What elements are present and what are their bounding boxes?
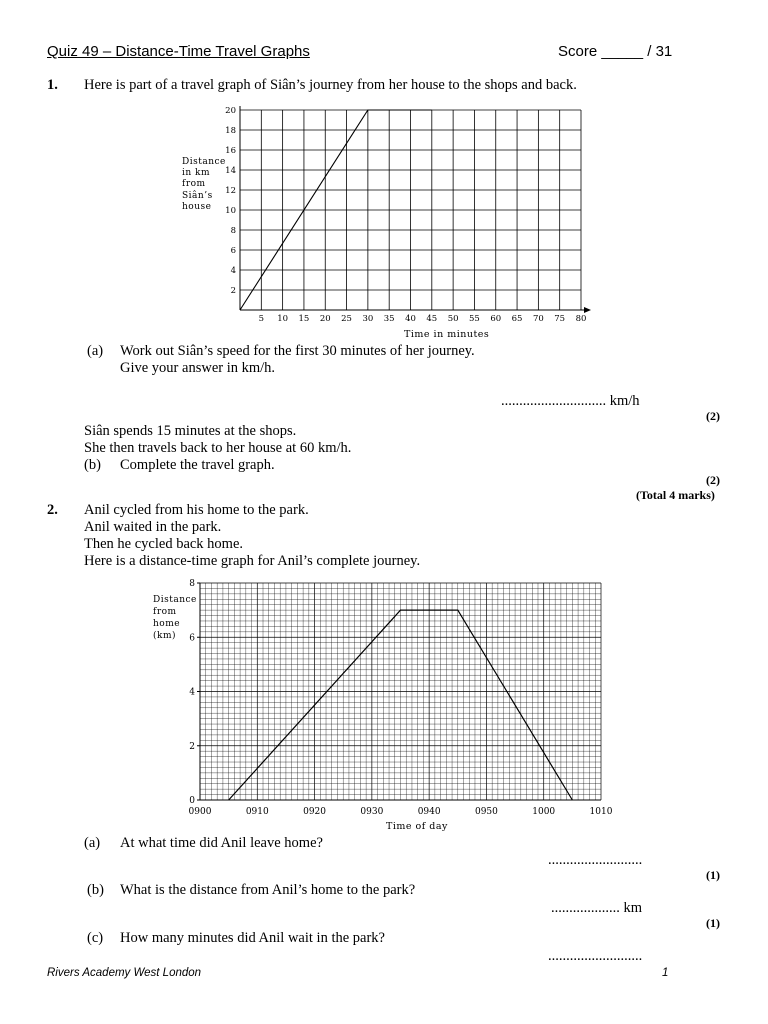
q2b-marks: (1) (706, 916, 720, 930)
q1-total-marks: (Total 4 marks) (636, 488, 715, 502)
chart2-xlabel: Time of day (386, 821, 448, 832)
chart2-ylabel-line: from (153, 607, 177, 617)
q2c-label: (c) (87, 930, 104, 946)
chart1-ylabel-line: from (182, 179, 206, 190)
page-title: Quiz 49 – Distance-Time Travel Graphs (47, 43, 310, 60)
q1a-label: (a) (87, 343, 104, 359)
q1b-text: Complete the travel graph. (120, 457, 275, 473)
chart1-y-tick-label: 14 (225, 166, 236, 176)
footer-page-number: 1 (662, 967, 669, 979)
chart1-xlabel: Time in minutes (404, 329, 490, 340)
chart1-x-tick-label: 55 (469, 314, 480, 324)
q2-line4: Here is a distance-time graph for Anil’s complete journey. (84, 553, 421, 569)
q2a-marks: (1) (706, 868, 720, 882)
chart1-x-tick-label: 35 (383, 314, 395, 324)
chart1-y-tick-label: 6 (230, 246, 236, 256)
chart2-y-tick-label: 0 (189, 796, 195, 806)
q2a-answer-line[interactable]: .......................... (548, 852, 643, 868)
q1a-line2: Give your answer in km/h. (120, 360, 276, 376)
chart1-y-tick-label: 2 (230, 286, 236, 296)
q1-text1: Siân spends 15 minutes at the shops. (84, 423, 297, 439)
q2b-label: (b) (87, 882, 104, 898)
chart2-y-tick-label: 2 (189, 741, 195, 752)
chart2-ylabel-line: (km) (153, 631, 177, 641)
chart1-y-tick-label: 4 (230, 266, 236, 276)
chart2-y-tick-label: 8 (189, 579, 195, 589)
q1-text2: She then travels back to her house at 60 km/h. (84, 440, 352, 456)
chart1-x-tick-label: 40 (405, 314, 416, 324)
chart1-y-tick-label: 10 (225, 206, 236, 216)
q2-line3: Then he cycled back home. (84, 536, 244, 552)
chart2-svg (180, 574, 620, 819)
q1a-marks: (2) (706, 409, 720, 423)
chart2-x-tick-label: 0930 (360, 807, 384, 817)
chart1-ylabel-line: house (182, 201, 212, 212)
chart1-ylabel-line: Siân’s (182, 190, 213, 201)
chart1-y-tick-label: 20 (225, 106, 236, 116)
chart2-x-tick-label: 1000 (532, 807, 556, 817)
q1-intro: Here is part of a travel graph of Siân’s journey from her house to the shops and back. (84, 77, 577, 93)
chart2-y-tick-label: 6 (189, 633, 195, 644)
q2b-text: What is the distance from Anil’s home to the park? (120, 882, 416, 898)
chart1-x-tick-label: 50 (447, 314, 459, 324)
chart1-x-arrow (584, 307, 591, 313)
q2a-label: (a) (84, 835, 101, 851)
score-label: Score _____ / 31 (558, 43, 673, 60)
chart1-x-tick-label: 80 (575, 314, 587, 324)
chart1-ylabel-line: in km (182, 168, 211, 179)
chart1-y-tick-label: 18 (225, 126, 236, 136)
q1a-line1: Work out Siân’s speed for the first 30 minutes of her journey. (120, 343, 475, 359)
chart1-x-tick-label: 70 (532, 314, 544, 324)
chart2-x-tick-label: 0910 (245, 807, 269, 817)
chart1-x-tick-label: 45 (426, 314, 438, 324)
q2b-answer-line[interactable]: ................... km (551, 900, 643, 916)
q2-line1: Anil cycled from his home to the park. (84, 502, 309, 518)
q2a-text: At what time did Anil leave home? (120, 835, 323, 851)
chart1-svg (200, 100, 600, 345)
chart1-y-tick-label: 8 (230, 226, 236, 236)
chart2-x-tick-label: 0950 (474, 807, 498, 817)
chart1-x-tick-label: 25 (341, 314, 352, 324)
chart1-x-tick-label: 30 (362, 314, 374, 324)
chart1-x-tick-label: 75 (554, 314, 566, 324)
chart1-y-tick-label: 12 (225, 186, 236, 196)
chart1-x-tick-label: 20 (319, 314, 331, 324)
chart2-x-tick-label: 1010 (589, 807, 613, 817)
q1b-marks: (2) (706, 473, 720, 487)
q2-line2: Anil waited in the park. (84, 519, 222, 535)
q1a-answer-line[interactable]: ............................. km/h (501, 393, 640, 409)
chart1-y-tick-label: 16 (225, 146, 236, 156)
q2-number: 2. (47, 502, 58, 518)
chart2-ylabel-line: Distance (153, 595, 197, 605)
q1-number: 1. (47, 77, 58, 93)
chart2-x-tick-label: 0900 (188, 807, 212, 817)
chart1-x-tick-label: 15 (298, 314, 310, 324)
chart1-x-tick-label: 10 (277, 314, 289, 324)
chart2-ylabel-line: home (153, 619, 181, 629)
footer-school: Rivers Academy West London (47, 967, 202, 979)
chart2-x-tick-label: 0920 (303, 807, 327, 817)
chart1-x-tick-label: 60 (490, 314, 502, 324)
q2c-text: How many minutes did Anil wait in the park? (120, 930, 385, 946)
chart1-ylabel-line: Distance (182, 157, 226, 167)
q1b-label: (b) (84, 457, 101, 473)
chart1-x-tick-label: 5 (258, 314, 265, 324)
chart2-x-tick-label: 0940 (417, 807, 441, 817)
chart2-y-tick-label: 4 (189, 687, 195, 698)
q2c-answer-line[interactable]: .......................... (548, 948, 643, 964)
chart1-x-tick-label: 65 (511, 314, 523, 324)
